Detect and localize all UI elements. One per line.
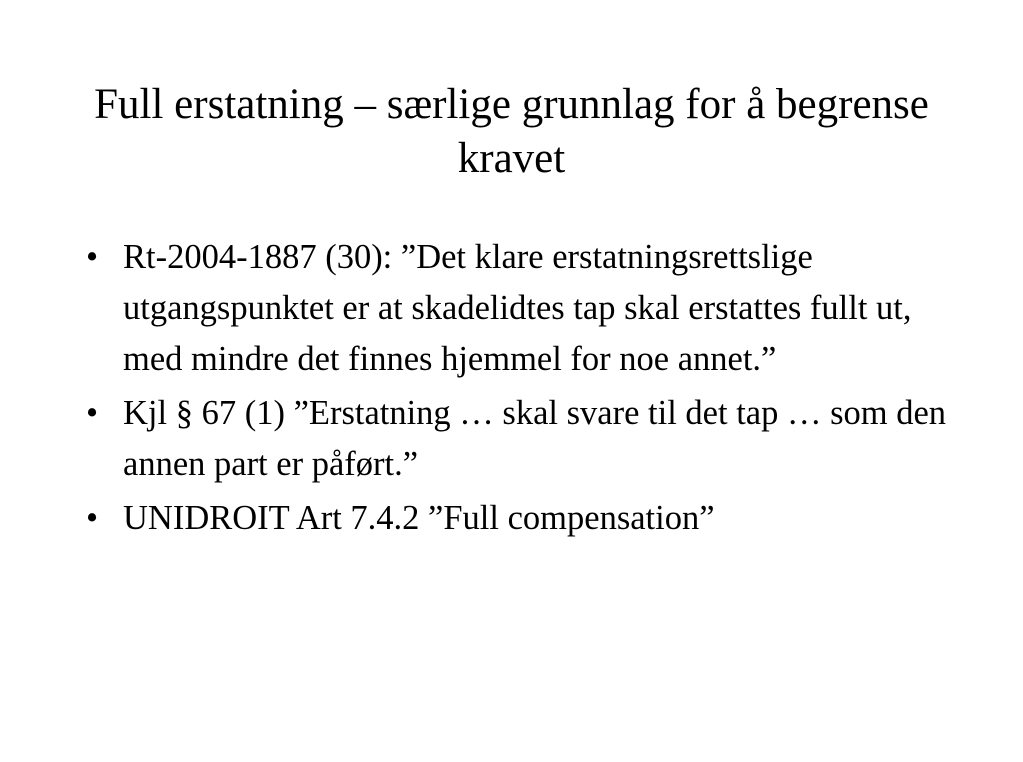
bullet-item	[86, 232, 956, 385]
bullet-text: Rt-2004-1887 (30): ”Det klare erstatningsrettslige utgangspunktet er at skadelidtes tap skal erstattes fullt ut, med mindre det finnes hjemmel for noe annet.”	[123, 238, 912, 378]
bullet-item	[86, 493, 956, 544]
slide-title: Full erstatning – særlige grunnlag for å begrense kravet	[94, 81, 929, 182]
bullet-icon: •	[86, 238, 99, 276]
bullet-icon: •	[86, 499, 99, 537]
bullet-item	[86, 388, 956, 490]
bullet-list	[86, 232, 956, 547]
bullet-text: Kjl § 67 (1) ”Erstatning … skal svare til det tap … som den annen part er påført.”	[123, 394, 947, 483]
bullet-text: UNIDROIT Art 7.4.2 ”Full compensation”	[123, 499, 715, 537]
bullet-icon: •	[86, 394, 99, 432]
